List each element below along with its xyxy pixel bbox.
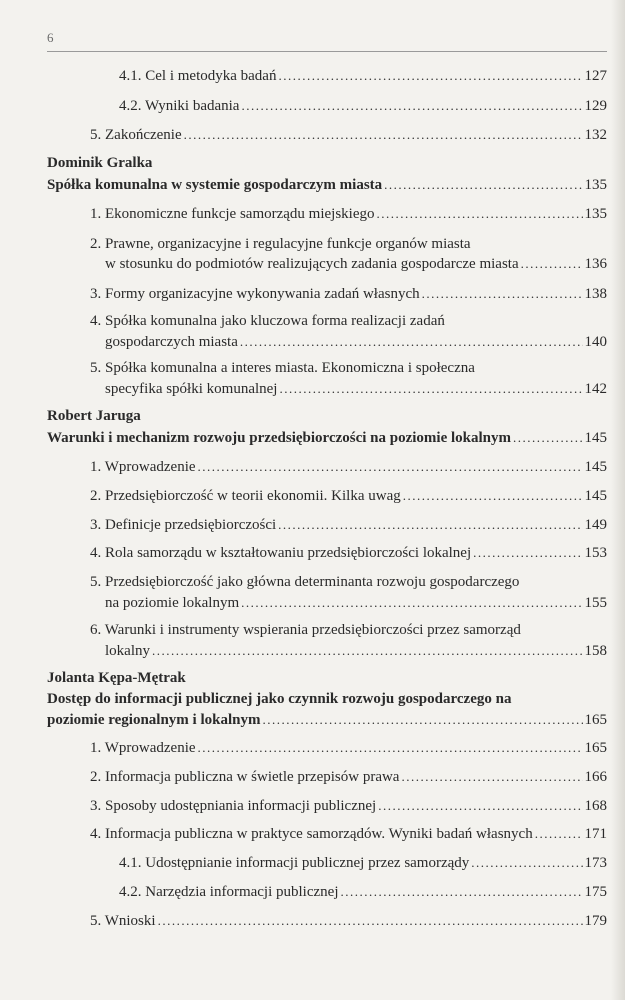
toc-entry[interactable]: [90, 125, 607, 145]
toc-page-number: 171: [584, 826, 607, 842]
toc-page-number: 135: [584, 206, 607, 222]
toc-page-number: 145: [584, 459, 607, 475]
toc-page-number: 173: [584, 855, 607, 871]
toc-entry[interactable]: [90, 457, 607, 477]
leader-dots: [384, 175, 582, 195]
chapter-title[interactable]: [47, 428, 607, 448]
toc-page-number: 136: [584, 256, 607, 272]
toc-entry-title: 1. Wprowadzenie: [90, 740, 196, 756]
toc-entry-title-line: 5. Spółka komunalna a interes miasta. Ekonomiczna i społeczna: [90, 360, 475, 376]
toc-entry[interactable]: [90, 486, 607, 506]
toc-entry-title: 4.2. Narzędzia informacji publicznej: [119, 884, 339, 900]
toc-entry-title: 5. Wnioski: [90, 913, 156, 929]
leader-dots: [422, 284, 583, 304]
toc-entry-title: 4.2. Wyniki badania: [119, 98, 240, 114]
toc-entry-title: 4.1. Udostępnianie informacji publicznej przez samorządy: [119, 855, 470, 871]
toc-page-number: 155: [584, 595, 607, 611]
toc-entry-title-line: 4. Spółka komunalna jako kluczowa forma realizacji zadań: [90, 313, 445, 329]
toc-entry-title: 2. Informacja publiczna w świetle przepisów prawa: [90, 769, 400, 785]
toc-entry[interactable]: [105, 641, 607, 661]
toc-entry-title: 5. Zakończenie: [90, 127, 182, 143]
toc-entry[interactable]: [119, 66, 607, 86]
toc-page-number: 179: [584, 913, 607, 929]
toc-entry[interactable]: [90, 204, 607, 224]
toc-page-number: 168: [584, 798, 607, 814]
leader-dots: [279, 379, 582, 399]
toc-entry-title: 4. Informacja publiczna w praktyce samorządów. Wyniki badań własnych: [90, 826, 533, 842]
leader-dots: [378, 796, 582, 816]
leader-dots: [240, 332, 583, 352]
toc-page-number: 140: [584, 334, 607, 350]
toc-entry-title-line: 5. Przedsiębiorczość jako główna determinanta rozwoju gospodarczego: [90, 574, 520, 590]
toc-entry[interactable]: [90, 911, 607, 931]
leader-dots: [198, 738, 583, 758]
toc-entry-title: 4. Rola samorządu w kształtowaniu przedsiębiorczości lokalnej: [90, 545, 472, 561]
toc-entry-title: w stosunku do podmiotów realizujących zadania gospodarcze miasta: [105, 256, 519, 272]
leader-dots: [241, 593, 582, 613]
toc-entry[interactable]: [90, 738, 607, 758]
toc-page-number: 165: [584, 712, 607, 728]
toc-page-number: 127: [584, 68, 607, 84]
leader-dots: [158, 911, 583, 931]
leader-dots: [152, 641, 583, 661]
toc-page-number: 149: [584, 517, 607, 533]
toc-entry-title: gospodarczych miasta: [105, 334, 238, 350]
leader-dots: [473, 543, 582, 563]
toc-page-number: 142: [584, 381, 607, 397]
leader-dots: [521, 254, 583, 274]
leader-dots: [341, 882, 583, 902]
toc-entry[interactable]: [90, 824, 607, 844]
leader-dots: [262, 710, 582, 730]
chapter-title[interactable]: [47, 710, 607, 730]
leader-dots: [278, 66, 582, 86]
toc-entry-title: 4.1. Cel i metodyka badań: [119, 68, 277, 84]
chapter-title[interactable]: [47, 175, 607, 195]
leader-dots: [535, 824, 583, 844]
toc-entry[interactable]: [105, 254, 607, 274]
toc-entry-title: 3. Formy organizacyjne wykonywania zadań własnych: [90, 286, 420, 302]
toc-page-number: 129: [584, 98, 607, 114]
toc-page-number: 166: [584, 769, 607, 785]
toc-page-number: 132: [584, 127, 607, 143]
toc-entry[interactable]: [119, 96, 607, 116]
toc-entry-title: specyfika spółki komunalnej: [105, 381, 278, 397]
table-of-contents: [47, 0, 607, 1000]
toc-entry[interactable]: [90, 796, 607, 816]
leader-dots: [403, 486, 583, 506]
toc-entry[interactable]: [119, 882, 607, 902]
toc-entry[interactable]: [119, 853, 607, 873]
toc-entry-title: na poziomie lokalnym: [105, 595, 240, 611]
chapter-title-line: Dostęp do informacji publicznej jako czynnik rozwoju gospodarczego na: [47, 691, 512, 707]
toc-entry[interactable]: [90, 284, 607, 304]
toc-entry[interactable]: [105, 593, 607, 613]
toc-page-number: 165: [584, 740, 607, 756]
chapter-title-text: Spółka komunalna w systemie gospodarczym miasta: [47, 177, 383, 193]
toc-page-number: 175: [584, 884, 607, 900]
chapter-title-text: poziomie regionalnym i lokalnym: [47, 712, 261, 728]
chapter-author: Robert Jaruga: [47, 408, 141, 424]
chapter-author: Dominik Gralka: [47, 155, 153, 171]
leader-dots: [471, 853, 582, 873]
toc-entry-title: 2. Przedsiębiorczość w teorii ekonomii. Kilka uwag: [90, 488, 401, 504]
page-number: 6: [47, 30, 54, 45]
toc-entry[interactable]: [90, 543, 607, 563]
page-edge-shadow: [611, 0, 625, 1000]
leader-dots: [241, 96, 582, 116]
chapter-author: Jolanta Kępa-Mętrak: [47, 670, 186, 686]
toc-page-number: 138: [584, 286, 607, 302]
toc-entry[interactable]: [90, 767, 607, 787]
leader-dots: [401, 767, 582, 787]
toc-page-number: 145: [584, 488, 607, 504]
toc-entry-title-line: 2. Prawne, organizacyjne i regulacyjne funkcje organów miasta: [90, 236, 471, 252]
toc-entry[interactable]: [90, 515, 607, 535]
toc-page-number: 158: [584, 643, 607, 659]
toc-page-number: 153: [584, 545, 607, 561]
toc-page-number: 135: [584, 177, 607, 193]
leader-dots: [198, 457, 583, 477]
leader-dots: [278, 515, 582, 535]
toc-entry-title: 1. Ekonomiczne funkcje samorządu miejskiego: [90, 206, 375, 222]
toc-entry[interactable]: [105, 379, 607, 399]
chapter-title-text: Warunki i mechanizm rozwoju przedsiębiorczości na poziomie lokalnym: [47, 430, 512, 446]
toc-entry-title: 3. Sposoby udostępniania informacji publicznej: [90, 798, 377, 814]
leader-dots: [513, 428, 582, 448]
leader-dots: [184, 125, 583, 145]
leader-dots: [377, 204, 583, 224]
toc-entry-title: 1. Wprowadzenie: [90, 459, 196, 475]
toc-page-number: 145: [584, 430, 607, 446]
toc-entry-title: lokalny: [105, 643, 150, 659]
toc-entry[interactable]: [105, 332, 607, 352]
toc-entry-title: 3. Definicje przedsiębiorczości: [90, 517, 277, 533]
toc-entry-title-line: 6. Warunki i instrumenty wspierania przedsiębiorczości przez samorząd: [90, 622, 521, 638]
